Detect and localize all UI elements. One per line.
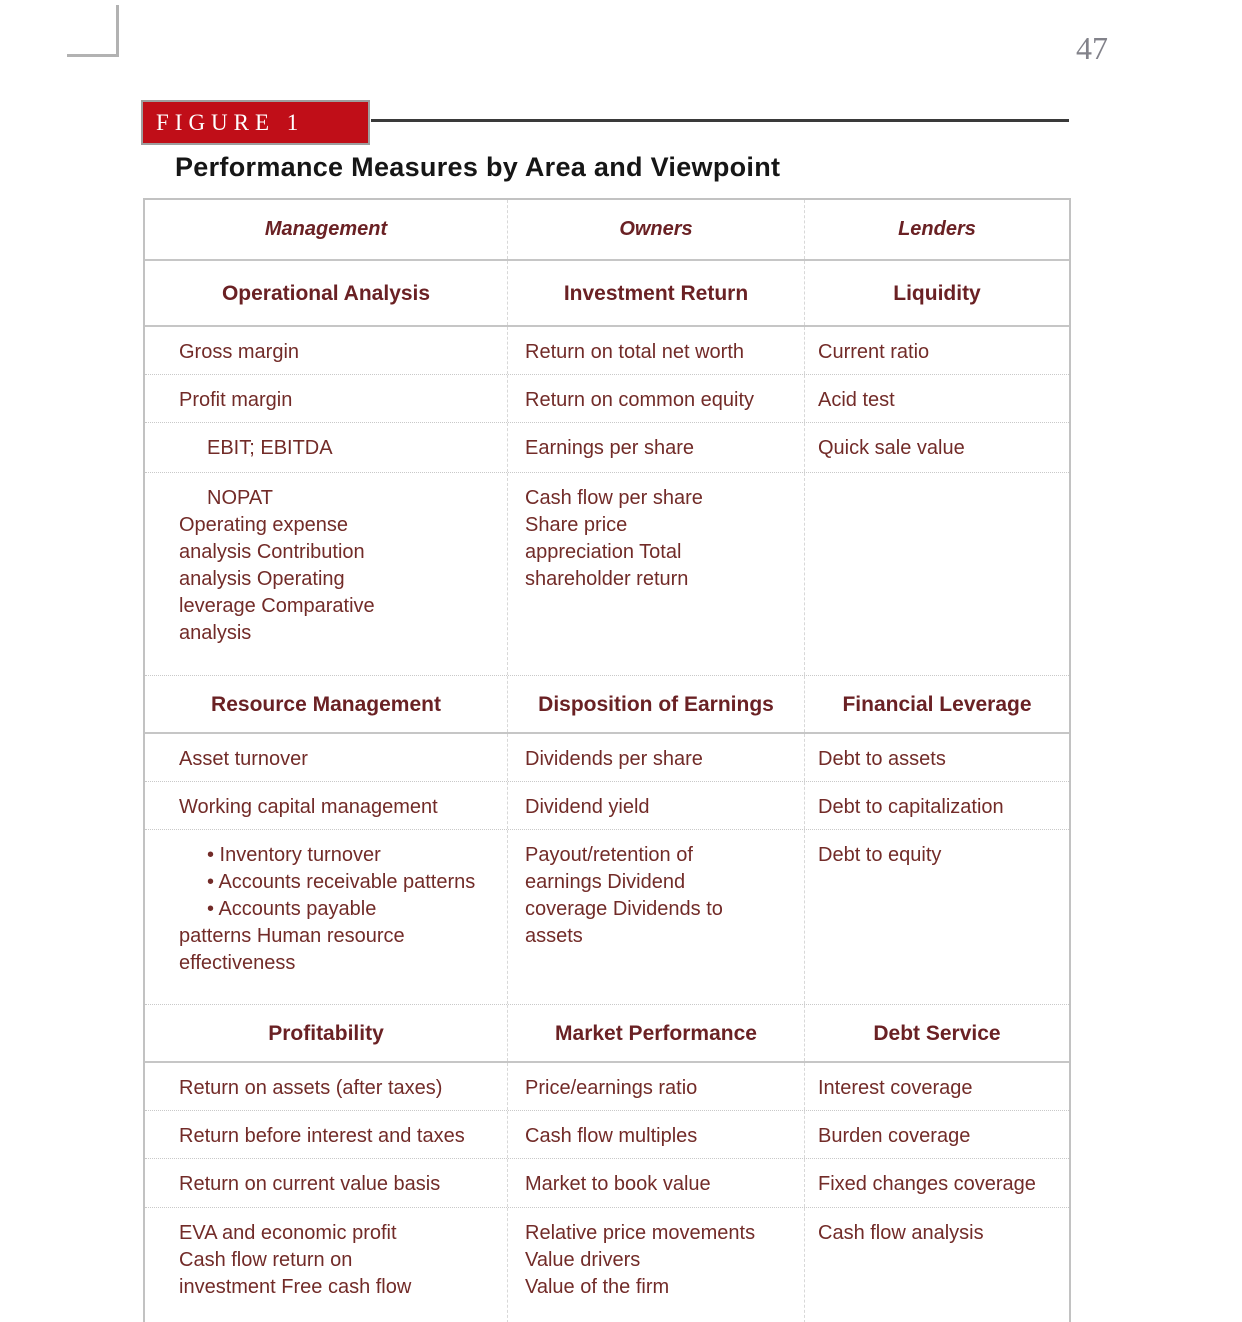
table-line: shareholder return [525,568,689,590]
section-header [507,676,804,732]
table-cell [804,782,1069,829]
viewpoint-header [804,200,1069,259]
table-line: investment Free cash flow [179,1276,412,1298]
table-cell [804,473,1069,675]
table-line: Resource Management [211,692,441,716]
table-line: Debt to equity [818,844,942,866]
table-line: Financial Leverage [842,692,1032,716]
table-row [145,734,1069,782]
table-row [145,1159,1069,1208]
table-row [145,375,1069,423]
figure-title: Performance Measures by Area and Viewpoint [175,152,781,182]
table-row [145,1063,1069,1111]
table-cell [145,1111,507,1158]
header-row [145,676,1069,734]
table-line: Return on current value basis [179,1173,441,1195]
table-line: Payout/retention of [525,844,693,866]
table-cell [804,734,1069,781]
table-cell [804,375,1069,422]
table-line: Return on assets (after taxes) [179,1077,443,1099]
table-line: Cash flow multiples [525,1125,698,1147]
corner-mark-horizontal [67,54,119,57]
table-line: Profitability [268,1021,384,1045]
table-cell [507,782,804,829]
table-cell [145,830,507,1004]
section-header [507,261,804,325]
table-line: Return on total net worth [525,341,745,363]
table-line: Return before interest and taxes [179,1125,465,1147]
section-header [145,676,507,732]
table-cell [507,1208,804,1322]
table-line: Market to book value [525,1173,711,1195]
table-cell [507,1159,804,1207]
viewpoint-header [145,200,507,259]
section-header [804,1005,1069,1061]
table-line: Acid test [818,389,895,411]
table-line: Debt Service [873,1021,1001,1045]
table-line: analysis Contribution [179,541,365,563]
table-line: Cash flow per share [525,487,703,509]
table-line: Current ratio [818,341,930,363]
section-header [145,261,507,325]
table-line: EVA and economic profit [179,1222,397,1244]
table-line: Investment Return [563,281,749,305]
table-line: Fixed changes coverage [818,1173,1036,1195]
table-line: Operational Analysis [221,281,431,305]
figure-table [143,198,1071,1322]
table-line: coverage Dividends to [525,898,723,920]
table-line: Gross margin [179,341,300,363]
figure-rule [371,119,1069,122]
table-cell [145,1159,507,1207]
table-line: NOPAT [207,487,273,509]
table-cell [804,423,1069,472]
table-cell [804,1063,1069,1110]
table-line: Value of the firm [525,1276,670,1298]
table-line: Asset turnover [179,748,308,770]
table-line: appreciation Total [525,541,682,563]
table-row [145,1111,1069,1159]
table-line: Quick sale value [818,437,965,459]
table-line: Cash flow return on [179,1249,353,1271]
section-header [804,261,1069,325]
table-line: Share price [525,514,628,536]
corner-mark-vertical [116,5,119,57]
table-line: Profit margin [179,389,293,411]
table-line: effectiveness [179,952,296,974]
table-line: analysis [179,622,252,644]
table-line: Debt to assets [818,748,946,770]
table-cell [145,375,507,422]
table-cell [145,1208,507,1322]
table-cell [507,327,804,374]
table-line: earnings Dividend [525,871,686,893]
table-cell [507,1063,804,1110]
table-row [145,423,1069,473]
table-line: Burden coverage [818,1125,971,1147]
table-line: Price/earnings ratio [525,1077,698,1099]
table-row [145,1208,1069,1322]
table-cell [507,734,804,781]
table-line: Value drivers [525,1249,641,1271]
table-line: Owners [619,218,693,240]
table-line: leverage Comparative [179,595,375,617]
table-cell [145,734,507,781]
table-line: analysis Operating [179,568,345,590]
table-cell [507,1111,804,1158]
table-line: Lenders [898,218,976,240]
figure-label: FIGURE 1 [156,109,305,135]
table-cell [507,473,804,675]
table-cell [804,327,1069,374]
header-row [145,261,1069,327]
table-line: Relative price movements [525,1222,756,1244]
table-line: • Accounts payable [207,898,377,920]
table-row [145,782,1069,830]
table-line: Return on common equity [525,389,755,411]
table-cell [145,327,507,374]
table-line: assets [525,925,583,947]
table-line: Working capital management [179,796,438,818]
section-header [804,676,1069,732]
table-row [145,830,1069,1005]
table-line: Cash flow analysis [818,1222,984,1244]
table-line: Operating expense [179,514,349,536]
header-row [145,200,1069,261]
header-row [145,1005,1069,1063]
table-line: Liquidity [893,281,981,305]
table-cell [804,1208,1069,1322]
table-cell [507,830,804,1004]
viewpoint-header [507,200,804,259]
table-line: Management [264,218,388,240]
table-line: Debt to capitalization [818,796,1004,818]
table-line: Interest coverage [818,1077,973,1099]
table-line: • Inventory turnover [207,844,381,866]
table-line: Disposition of Earnings [538,692,774,716]
table-line: Earnings per share [525,437,694,459]
table-cell [804,1159,1069,1207]
table-cell [804,830,1069,1004]
figure-label-chip [141,100,370,145]
table-row [145,327,1069,375]
table-cell [507,423,804,472]
page-number: 47 [1076,30,1108,66]
table-cell [145,473,507,675]
table-cell [145,423,507,472]
table-line: • Accounts receivable patterns [207,871,476,893]
table-cell [145,782,507,829]
section-header [145,1005,507,1061]
table-cell [804,1111,1069,1158]
table-line: Dividend yield [525,796,650,818]
table-line: Dividends per share [525,748,703,770]
table-cell [145,1063,507,1110]
table-cell [507,375,804,422]
table-line: EBIT; EBITDA [207,437,333,459]
table-line: Market Performance [555,1021,757,1045]
table-row [145,473,1069,676]
table-line: patterns Human resource [179,925,405,947]
section-header [507,1005,804,1061]
